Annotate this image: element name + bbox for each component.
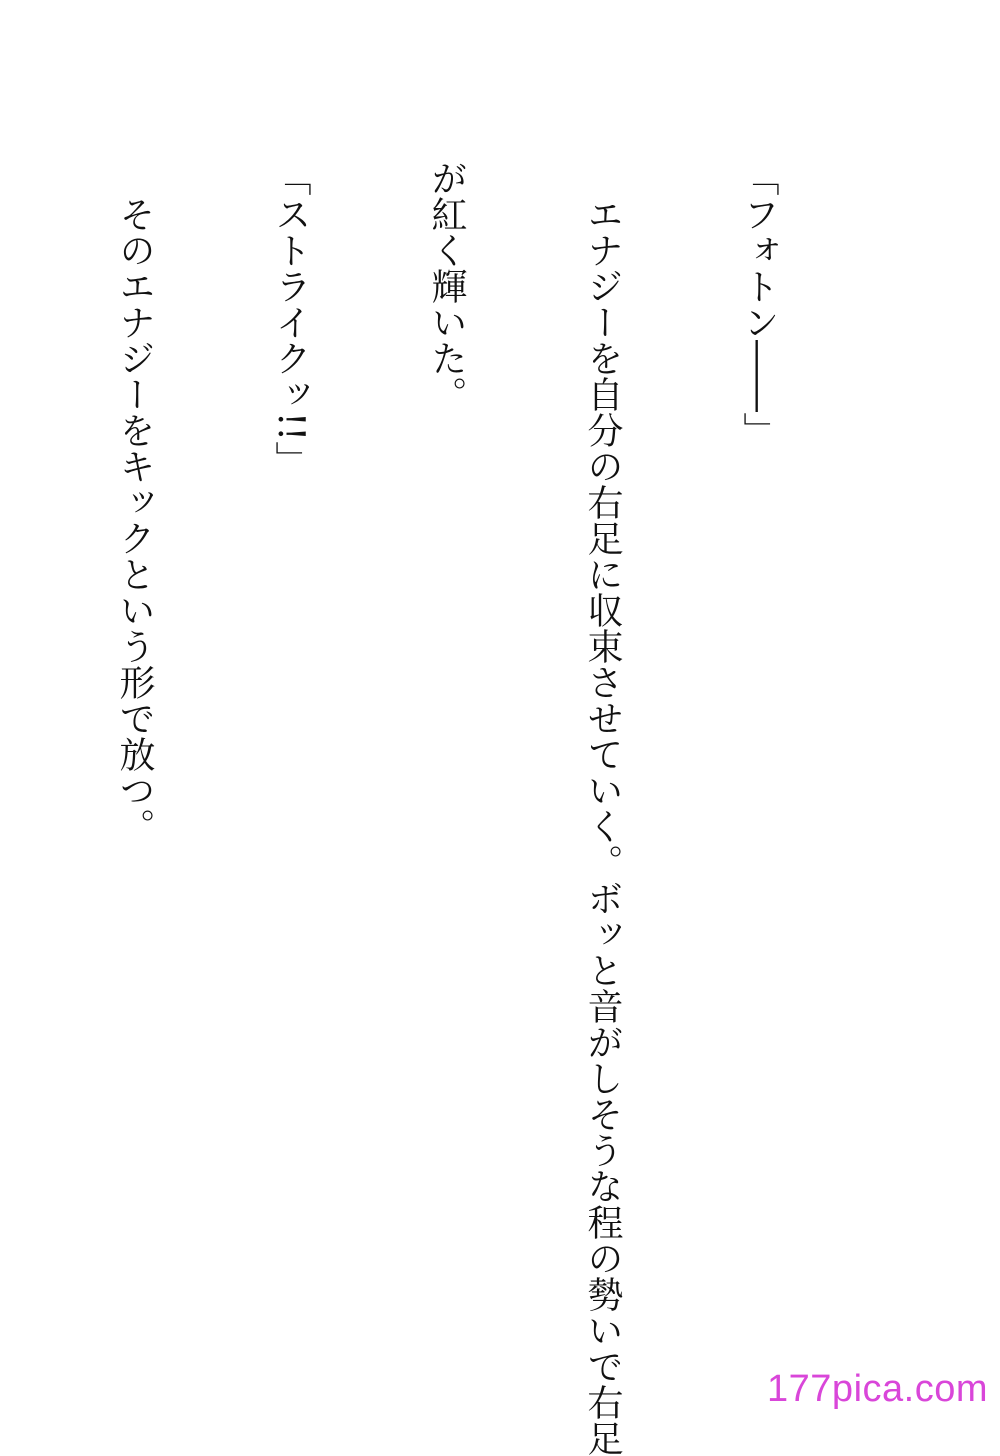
text-line: そのエナジーをキックという形で放つ。 (114, 160, 155, 844)
text-line: エナジーを自分の右足に収束させていく。ボッと音がしそうな程の勢いで右足 (582, 160, 623, 1456)
text-line: 「フォトン――」 (738, 160, 779, 448)
text-line: 「ストライクッ!!」 (270, 160, 311, 477)
text-line (0, 160, 4, 1330)
text-line: が紅く輝いた。 (426, 160, 467, 412)
watermark: 177pica.com (767, 1368, 988, 1410)
